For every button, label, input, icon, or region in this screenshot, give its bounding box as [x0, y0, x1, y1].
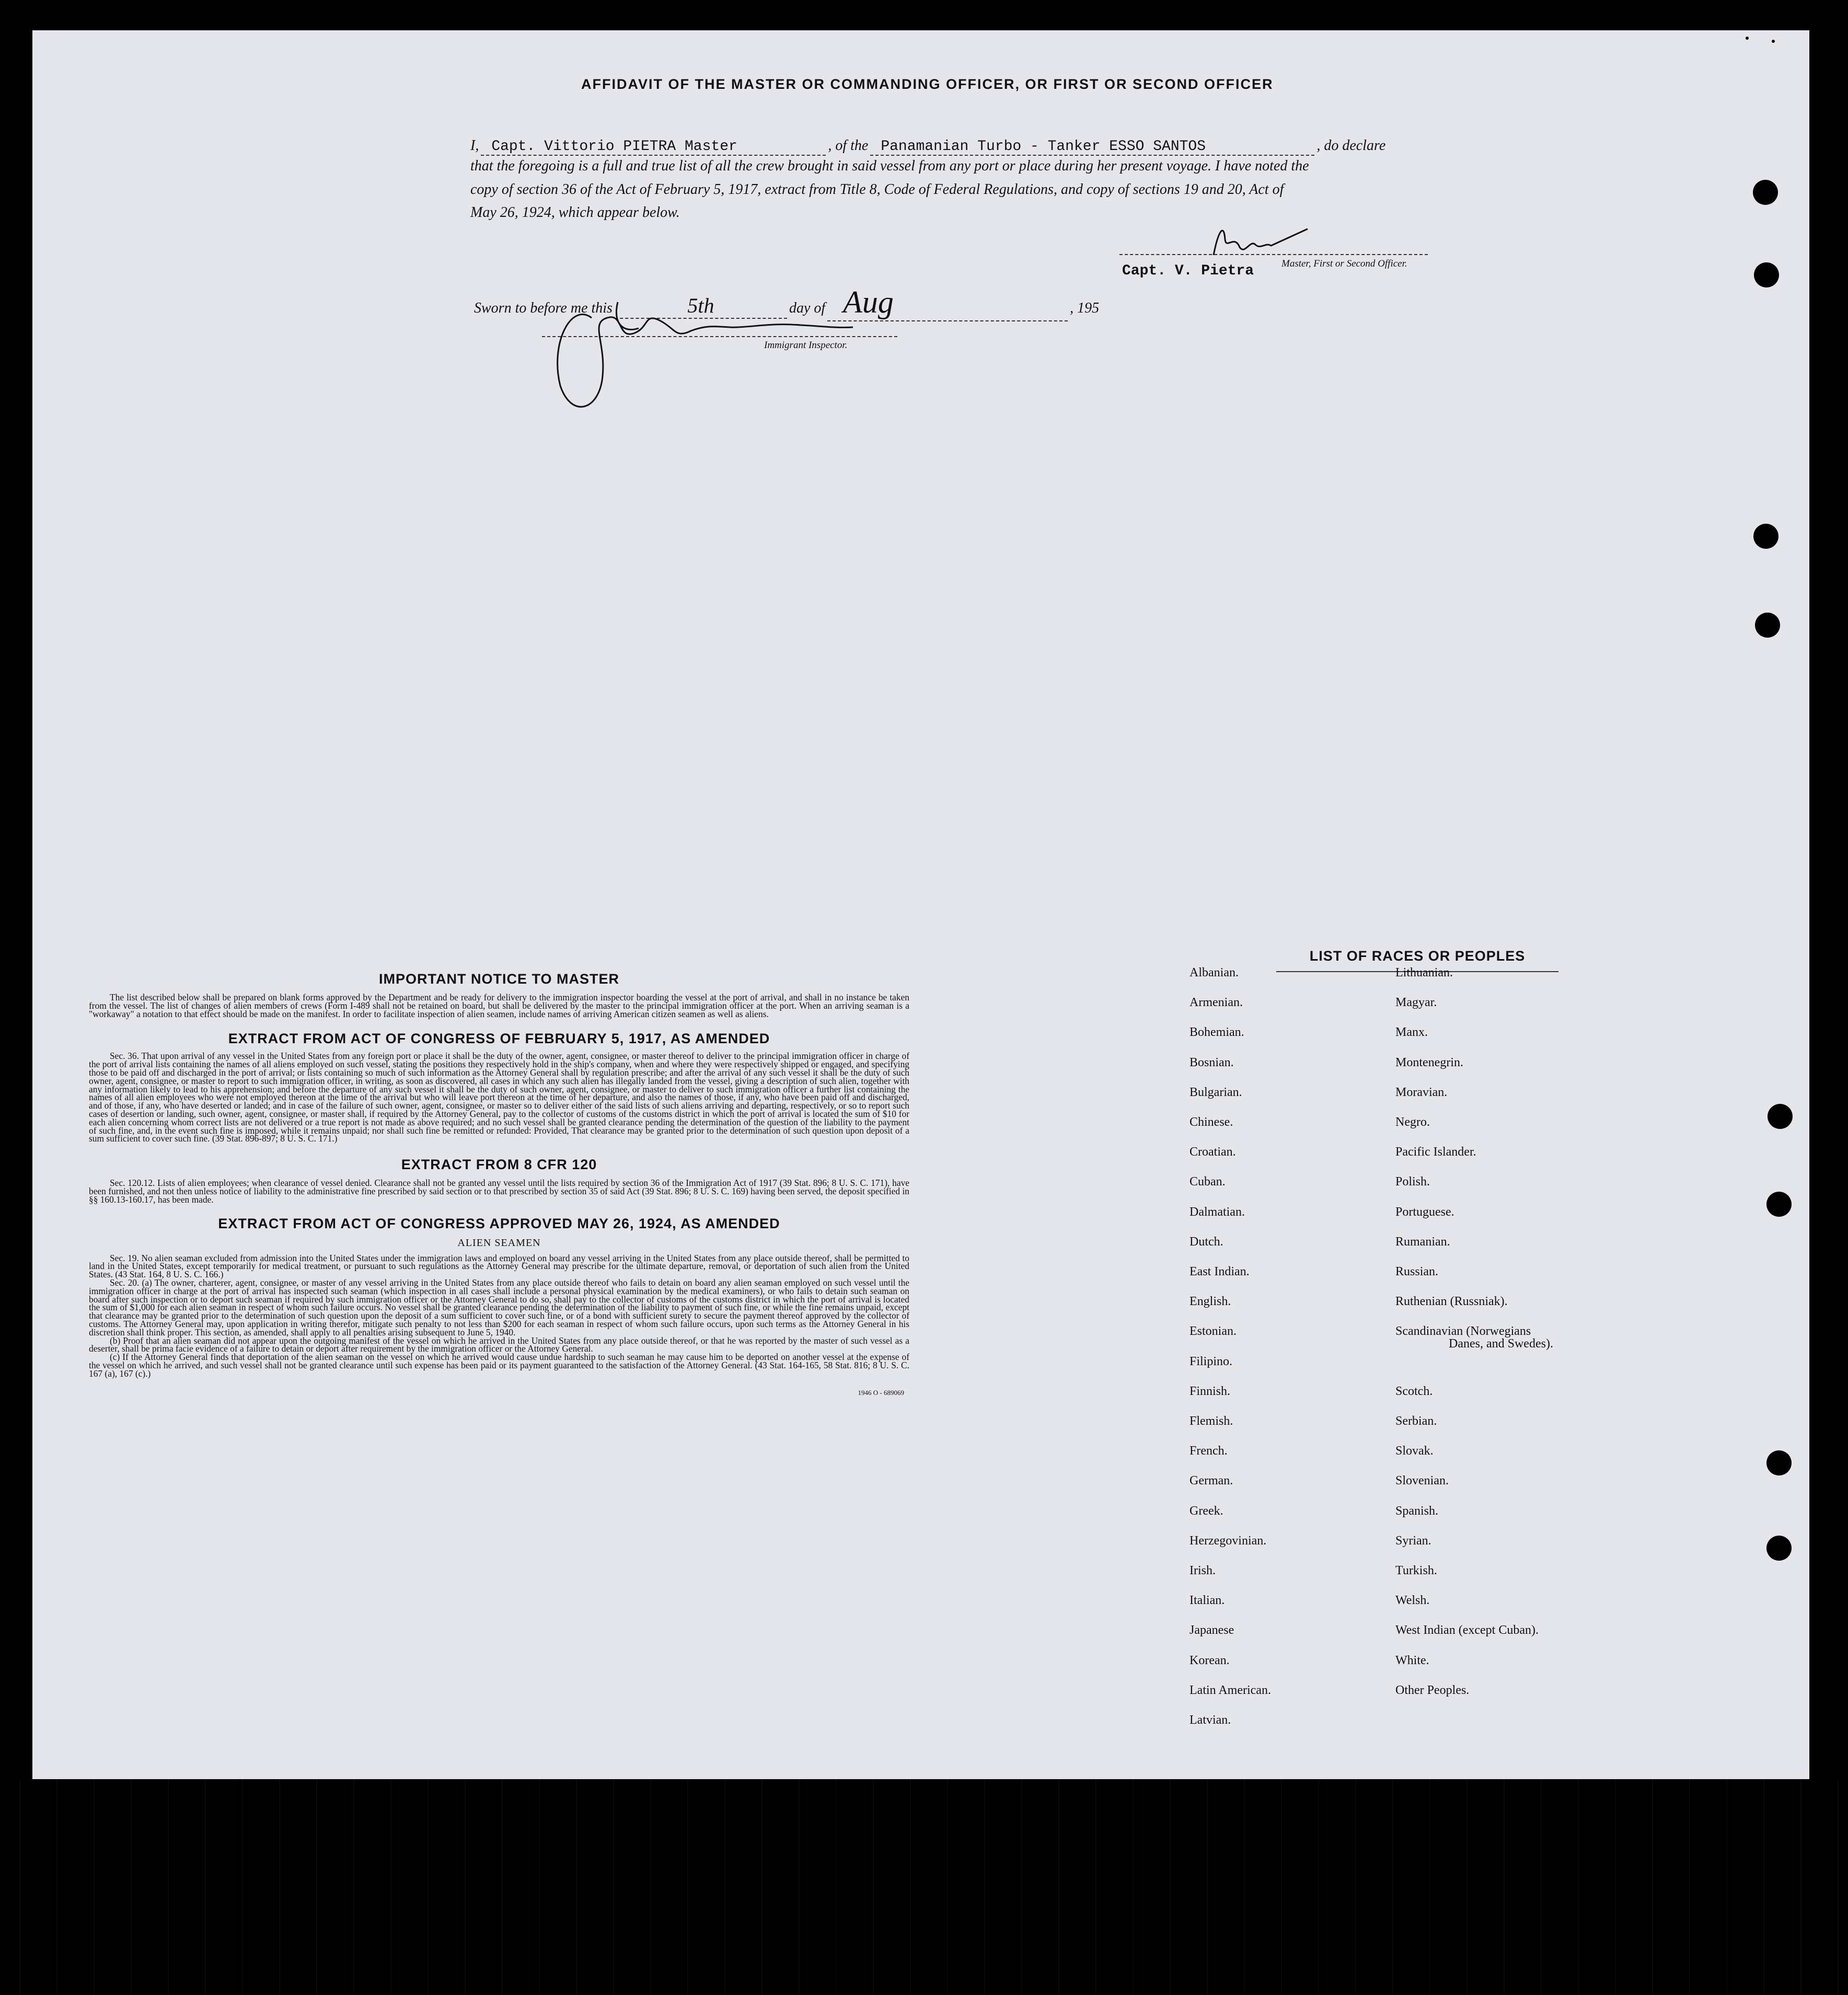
race-item: Scandinavian (Norwegians	[1395, 1324, 1531, 1338]
race-item: Negro.	[1395, 1115, 1430, 1129]
print-code: 1946 O - 689069	[858, 1388, 904, 1397]
race-item: Bohemian.	[1189, 1025, 1244, 1039]
race-item: English.	[1189, 1295, 1231, 1308]
race-item: Scotch.	[1395, 1385, 1433, 1398]
race-item: White.	[1395, 1654, 1429, 1667]
document-page	[32, 30, 1809, 1779]
affidavit-line-3: copy of section 36 of the Act of February 5, 1917, extract from Title 8, Code of Federal Regulations, and copy of sections 19 and 20, Act of	[470, 181, 1284, 198]
race-item: Filipino.	[1189, 1355, 1233, 1368]
race-item: Dalmatian.	[1189, 1205, 1245, 1219]
sworn-text: Sworn to before me this	[474, 300, 613, 316]
race-item: Estonian.	[1189, 1324, 1237, 1338]
speck	[1746, 37, 1749, 40]
punch-hole	[1753, 524, 1778, 549]
race-item: Cuban.	[1189, 1175, 1226, 1189]
race-item: Italian.	[1189, 1594, 1225, 1607]
races-title: LIST OF RACES OR PEOPLES	[1309, 948, 1526, 964]
race-item: Chinese.	[1189, 1115, 1233, 1129]
race-item: Portuguese.	[1395, 1205, 1454, 1219]
month-field: Aug	[827, 284, 1068, 321]
race-item: Albanian.	[1189, 966, 1239, 979]
affidavit-line-1	[470, 137, 1385, 156]
affidavit-line-2: that the foregoing is a full and true list of all the crew brought in said vessel from any port or place during her present voyage. I have noted the	[470, 158, 1309, 174]
race-item: Serbian.	[1395, 1414, 1437, 1428]
race-item: Irish.	[1189, 1564, 1216, 1577]
declare-text: , do declare	[1316, 137, 1386, 154]
race-item: West Indian (except Cuban).	[1395, 1623, 1539, 1637]
section-1917-body: Sec. 36. That upon arrival of any vessel in the United States from any foreign port or place it shall be the duty of the owner, agent, consignee, or master thereof to deliver to the principal immigration officer in charge of the port of arrival lists containing the names of all aliens employed on such vessel, stating the positions they respectively hold in the ship's company, when and where they were respectively shipped or engaged, and specifying those to be paid off and discharged in the port of arrival; or lists containing so much of such information as the Attorney General shall by regulation prescribe; and after the arrival of any such vessel it shall be the duty of such owner, agent, consignee, or master to report to such immigration officer, in writing, as soon as discovered, all cases in which any such alien has illegally landed from the vessel, giving a description of such alien, together with any information likely to lead to his apprehension; and before the departure of any such vessel it shall be the duty of such owner, agent, consignee, or master to deliver to such immigration officer a further list containing the names of all alien employees who were not employed thereon at the time of the arrival but who will leave port thereon at the time of her departure, and also the names of those, if any, who have been paid off and discharged, and of those, if any, who have deserted or landed; and in case of the failure of such owner, agent, consignee, or master so to deliver either of the said lists of such aliens arriving and departing, respectively, or so to report such cases of desertion or landing, such owner, agent, consignee, or master shall, if required by the Attorney General, pay to the collector of customs of the customs district in which the port of arrival is located the sum of $10 for each alien concerning whom correct lists are not delivered or a true report is not made as above required; and no such vessel shall be granted clearance pending the determination of the question of the liability to the payment of such fine, and, in the event such fine is imposed, while it remains unpaid; nor shall such fine be remitted or refunded: Provided, That clearance may be granted prior to the determination of such question upon deposit of a sum sufficient to cover such fine. (39 Stat. 896-897; 8 U. S. C. 171.)	[89, 1051, 909, 1144]
race-item: French.	[1189, 1444, 1228, 1458]
day-field: 5th	[615, 293, 787, 319]
master-typed-name: Capt. V. Pietra	[1122, 263, 1254, 279]
section-1924-title: EXTRACT FROM ACT OF CONGRESS APPROVED MAY 26, 1924, AS AMENDED	[218, 1215, 780, 1231]
race-item: Lithuanian.	[1395, 966, 1453, 979]
race-item: Spanish.	[1395, 1504, 1439, 1518]
punch-hole	[1754, 262, 1779, 287]
section-1924-sec19: Sec. 19. No alien seaman excluded from admission into the United States under the immigration laws and employed on board any vessel arriving in the United States from any place outside thereof, shall be permitted to land in the United States, except temporarily for medical treatment, or pursuant to such regulations as the Attorney General may prescribe for the ultimate departure, removal, or deportation of such alien from the United States. (43 Stat. 164, 8 U. S. C. 166.)	[89, 1252, 909, 1280]
section-1924-sec20c: (c) If the Attorney General finds that deportation of the alien seaman on the vessel on which he arrived would cause undue hardship to such seaman he may cause him to be deported on another vessel at the expense of the vessel on which he arrived, and such vessel shall not be granted clearance until such expense has been paid or its payment guaranteed to the satisfaction of the Attorney General. (43 Stat. 164-165, 58 Stat. 816; 8 U. S. C. 167 (a), 167 (c).)	[89, 1352, 909, 1379]
race-item: Montenegrin.	[1395, 1056, 1463, 1069]
of-the-text: , of the	[828, 137, 869, 154]
race-item: German.	[1189, 1474, 1233, 1487]
race-item: Rumanian.	[1395, 1235, 1450, 1249]
race-item: Greek.	[1189, 1504, 1223, 1518]
race-item: Finnish.	[1189, 1385, 1231, 1398]
race-item: Slovenian.	[1395, 1474, 1449, 1487]
intro-text: I,	[470, 137, 479, 154]
vessel-field: Panamanian Turbo - Tanker ESSO SANTOS	[870, 139, 1314, 156]
race-item: Magyar.	[1395, 996, 1437, 1009]
section-1924-sec20b: (b) Proof that an alien seaman did not appear upon the outgoing manifest of the vessel on which he arrived in the United States from any place outside thereof, or that he was reported by the master of such vessel as a deserter, shall be prima facie evidence of a failure to detain or deport after requirement by the immigration officer or the Attorney General.	[89, 1335, 909, 1354]
race-item: Armenian.	[1189, 996, 1243, 1009]
race-item: Polish.	[1395, 1175, 1430, 1189]
punch-hole	[1753, 180, 1778, 205]
race-item: Croatian.	[1189, 1145, 1236, 1159]
race-item: Other Peoples.	[1395, 1683, 1470, 1697]
year-text: , 195	[1070, 300, 1100, 316]
punch-hole	[1755, 613, 1780, 638]
punch-hole	[1766, 1536, 1792, 1561]
race-item-continuation: Danes, and Swedes).	[1449, 1337, 1553, 1351]
master-signature	[1203, 218, 1308, 268]
scan-border	[0, 1779, 1848, 1995]
race-item: Bulgarian.	[1189, 1086, 1242, 1099]
alien-seamen-subtitle: ALIEN SEAMEN	[457, 1237, 541, 1249]
inspector-signature	[539, 281, 863, 430]
race-item: Syrian.	[1395, 1534, 1431, 1548]
affidavit-title: AFFIDAVIT OF THE MASTER OR COMMANDING OFFICER, OR FIRST OR SECOND OFFICER	[581, 76, 1274, 92]
race-item: Bosnian.	[1189, 1056, 1234, 1069]
race-item: Slovak.	[1395, 1444, 1434, 1458]
race-item: Turkish.	[1395, 1564, 1437, 1577]
race-item: Dutch.	[1189, 1235, 1223, 1249]
race-item: Flemish.	[1189, 1414, 1233, 1428]
section-1924-sec20a: Sec. 20. (a) The owner, charterer, agent, consignee, or master of any vessel arriving in the United States from any place outside thereof who fails to detain on board any alien seaman employed on such vessel until the immigration officer in charge at the port of arrival has inspected such seaman (which inspection in all cases shall include a personal physical examination by the medical examiners), or who fails to detain such seaman on board after such inspection or to deport such seaman if required by such immigration officer or the Attorney General to do so, shall pay to the collector of customs of the customs district in which the port of arrival is located the sum of $1,000 for each alien seaman in respect of whom such failure occurs. No vessel shall be granted clearance pending the determination of the liability to payment of such fine, or while the fine remains unpaid, except that clearance may be granted prior to the determination of such question upon the deposit of a sum sufficient to cover such fine, or of a bond with sufficient surety to secure the payment thereof approved by the collector of customs. The Attorney General may, upon application in writing therefor, mitigate such penalty to not less than $200 for each seaman in respect of whom such failure occurs, upon such terms as the Attorney General in his discretion shall think proper. This section, as amended, shall apply to all penalties arising subsequent to June 5, 1940.	[89, 1277, 909, 1337]
race-item: Pacific Islander.	[1395, 1145, 1476, 1159]
race-item: Welsh.	[1395, 1594, 1430, 1607]
race-item: Latin American.	[1189, 1683, 1271, 1697]
affidavit-line-4: May 26, 1924, which appear below.	[470, 204, 680, 221]
race-item: East Indian.	[1189, 1265, 1250, 1278]
inspector-caption: Immigrant Inspector.	[764, 340, 848, 351]
punch-hole	[1766, 1450, 1792, 1475]
punch-hole	[1768, 1104, 1793, 1129]
punch-hole	[1766, 1192, 1792, 1217]
notice-section	[89, 971, 909, 1397]
master-caption: Master, First or Second Officer.	[1281, 258, 1407, 269]
race-item: Manx.	[1395, 1025, 1428, 1039]
section-1917-title: EXTRACT FROM ACT OF CONGRESS OF FEBRUARY 5, 1917, AS AMENDED	[228, 1031, 770, 1047]
notice-body: The list described below shall be prepared on blank forms approved by the Department and be ready for delivery to the immigration inspector boarding the vessel at the port of arrival, and shall in no instance be taken from the vessel. The list of changes of alien members of crews (Form I-489 shall not be retained on board, but shall be delivered by the master to the principal immigration officer at the port. When an arriving seaman is a "workaway" a notation to that effect should be made on the manifest. In order to facilitate inspection of alien seamen, include names of arriving American citizen seamen as well as aliens.	[89, 992, 909, 1019]
section-cfr-title: EXTRACT FROM 8 CFR 120	[401, 1157, 597, 1173]
race-item: Japanese	[1189, 1623, 1234, 1637]
race-item: Ruthenian (Russniak).	[1395, 1295, 1508, 1308]
race-item: Herzegovinian.	[1189, 1534, 1267, 1548]
master-name-field: Capt. Vittorio PIETRA Master	[481, 139, 826, 156]
section-cfr-body: Sec. 120.12. Lists of alien employees; when clearance of vessel denied. Clearance shall not be granted any vessel until the lists required by section 36 of the Immigration Act of 1917 (39 Stat. 896; 8 U. S. C. 171), have been furnished, and not then unless notice of liability to the administrative fine prescribed by said section or to that prescribed by section 35 of said Act (39 Stat. 896; 8 U. S. C. 169) having been served, the deposit specified in §§ 160.13-160.17, has been made.	[89, 1178, 909, 1205]
notice-title: IMPORTANT NOTICE TO MASTER	[379, 971, 619, 987]
race-item: Korean.	[1189, 1654, 1230, 1667]
race-item: Moravian.	[1395, 1086, 1448, 1099]
speck	[1772, 40, 1775, 43]
race-item: Latvian.	[1189, 1713, 1231, 1727]
race-item: Russian.	[1395, 1265, 1439, 1278]
day-of-text: day of	[789, 300, 826, 316]
